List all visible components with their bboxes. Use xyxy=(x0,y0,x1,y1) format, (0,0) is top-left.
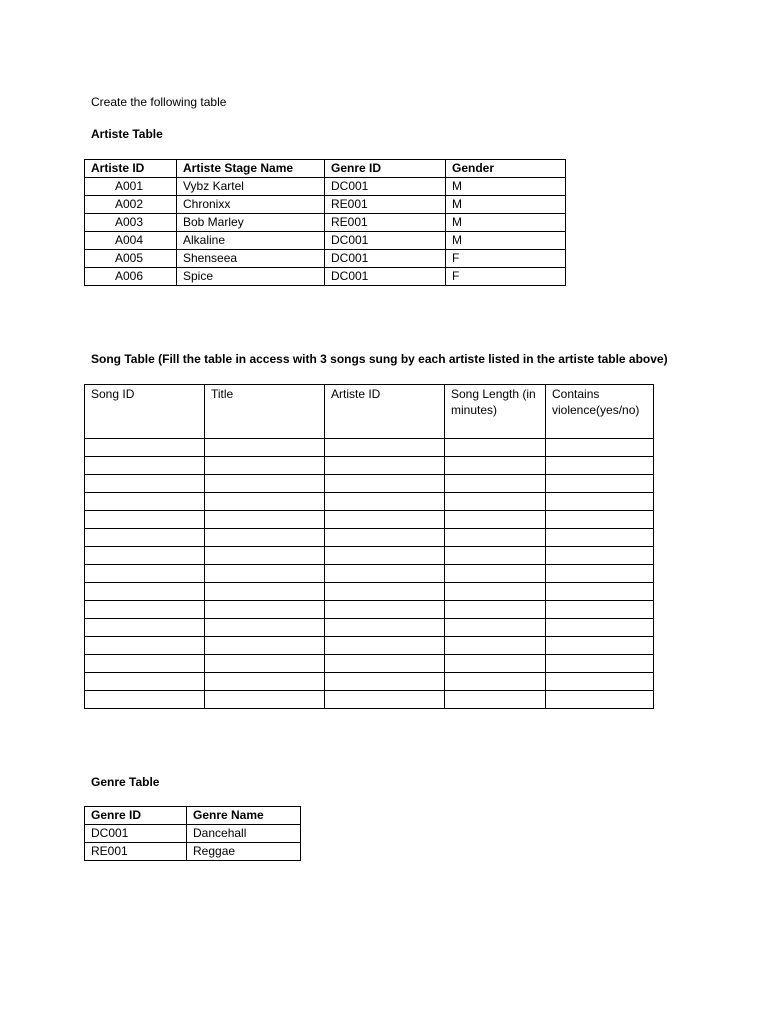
table-cell: Spice xyxy=(177,268,325,286)
empty-cell xyxy=(205,511,325,529)
empty-cell xyxy=(205,673,325,691)
table-row xyxy=(85,673,654,691)
column-header: Song Length (in minutes) xyxy=(445,385,546,439)
empty-cell xyxy=(445,565,546,583)
table-cell: DC001 xyxy=(325,232,446,250)
table-cell: Dancehall xyxy=(187,825,301,843)
empty-cell xyxy=(546,565,654,583)
table-row xyxy=(85,511,654,529)
empty-cell xyxy=(546,439,654,457)
empty-cell xyxy=(85,637,205,655)
empty-cell xyxy=(445,601,546,619)
column-header: Artiste Stage Name xyxy=(177,160,325,178)
empty-cell xyxy=(85,583,205,601)
table-cell: Reggae xyxy=(187,843,301,861)
table-cell: M xyxy=(446,196,566,214)
empty-cell xyxy=(85,511,205,529)
table-cell: RE001 xyxy=(325,196,446,214)
table-cell: A006 xyxy=(85,268,177,286)
empty-cell xyxy=(445,583,546,601)
table-cell: Shenseea xyxy=(177,250,325,268)
empty-cell xyxy=(205,439,325,457)
empty-cell xyxy=(85,691,205,709)
empty-cell xyxy=(205,691,325,709)
empty-cell xyxy=(85,619,205,637)
empty-cell xyxy=(85,457,205,475)
empty-cell xyxy=(205,493,325,511)
empty-cell xyxy=(445,673,546,691)
table-row xyxy=(85,232,566,250)
empty-cell xyxy=(85,439,205,457)
empty-cell xyxy=(85,547,205,565)
column-header: Genre Name xyxy=(187,807,301,825)
empty-cell xyxy=(445,475,546,493)
empty-cell xyxy=(325,529,445,547)
table-row xyxy=(85,250,566,268)
empty-cell xyxy=(85,655,205,673)
song-table xyxy=(84,384,654,709)
column-header: Artiste ID xyxy=(325,385,445,439)
empty-cell xyxy=(325,511,445,529)
song-table-body xyxy=(85,439,654,709)
empty-cell xyxy=(325,637,445,655)
empty-cell xyxy=(325,547,445,565)
empty-cell xyxy=(546,673,654,691)
table-cell: Chronixx xyxy=(177,196,325,214)
table-cell: A001 xyxy=(85,178,177,196)
column-header: Genre ID xyxy=(85,807,187,825)
table-header-row xyxy=(85,385,654,439)
empty-cell xyxy=(325,583,445,601)
artiste-table xyxy=(84,159,566,286)
empty-cell xyxy=(325,655,445,673)
intro-text: Create the following table xyxy=(91,95,227,109)
column-header: Song ID xyxy=(85,385,205,439)
table-row xyxy=(85,619,654,637)
column-header: Contains violence(yes/no) xyxy=(546,385,654,439)
empty-cell xyxy=(445,529,546,547)
artiste-table-title: Artiste Table xyxy=(91,127,163,141)
table-row xyxy=(85,565,654,583)
table-row xyxy=(85,843,301,861)
empty-cell xyxy=(85,529,205,547)
empty-cell xyxy=(325,673,445,691)
empty-cell xyxy=(445,691,546,709)
empty-cell xyxy=(546,457,654,475)
empty-cell xyxy=(445,493,546,511)
table-cell: A004 xyxy=(85,232,177,250)
empty-cell xyxy=(325,493,445,511)
empty-cell xyxy=(205,583,325,601)
table-row xyxy=(85,268,566,286)
empty-cell xyxy=(205,601,325,619)
table-cell: Vybz Kartel xyxy=(177,178,325,196)
table-cell: Bob Marley xyxy=(177,214,325,232)
empty-cell xyxy=(85,475,205,493)
table-cell: Alkaline xyxy=(177,232,325,250)
empty-cell xyxy=(445,457,546,475)
table-row xyxy=(85,475,654,493)
empty-cell xyxy=(85,565,205,583)
table-row xyxy=(85,655,654,673)
table-cell: F xyxy=(446,250,566,268)
table-header-row xyxy=(85,160,566,178)
table-row xyxy=(85,178,566,196)
table-cell: A002 xyxy=(85,196,177,214)
empty-cell xyxy=(325,565,445,583)
table-header-row xyxy=(85,807,301,825)
column-header: Artiste ID xyxy=(85,160,177,178)
empty-cell xyxy=(325,457,445,475)
empty-cell xyxy=(445,439,546,457)
table-cell: M xyxy=(446,214,566,232)
empty-cell xyxy=(205,565,325,583)
empty-cell xyxy=(205,619,325,637)
column-header: Gender xyxy=(446,160,566,178)
song-table-title: Song Table (Fill the table in access with 3 songs sung by each artiste listed in the artiste table above) xyxy=(91,352,668,366)
column-header: Genre ID xyxy=(325,160,446,178)
empty-cell xyxy=(445,619,546,637)
table-cell: M xyxy=(446,178,566,196)
table-row xyxy=(85,691,654,709)
table-cell: A003 xyxy=(85,214,177,232)
genre-table xyxy=(84,806,301,861)
table-cell: A005 xyxy=(85,250,177,268)
empty-cell xyxy=(325,619,445,637)
empty-cell xyxy=(546,583,654,601)
empty-cell xyxy=(205,547,325,565)
table-row xyxy=(85,214,566,232)
table-row xyxy=(85,529,654,547)
empty-cell xyxy=(325,691,445,709)
empty-cell xyxy=(205,475,325,493)
empty-cell xyxy=(445,655,546,673)
empty-cell xyxy=(205,655,325,673)
table-row xyxy=(85,601,654,619)
table-cell: RE001 xyxy=(85,843,187,861)
table-row xyxy=(85,825,301,843)
table-row xyxy=(85,457,654,475)
table-cell: DC001 xyxy=(325,268,446,286)
empty-cell xyxy=(546,493,654,511)
empty-cell xyxy=(546,511,654,529)
table-cell: DC001 xyxy=(325,250,446,268)
table-row xyxy=(85,439,654,457)
empty-cell xyxy=(85,673,205,691)
empty-cell xyxy=(546,475,654,493)
empty-cell xyxy=(546,655,654,673)
empty-cell xyxy=(546,601,654,619)
column-header: Title xyxy=(205,385,325,439)
table-row xyxy=(85,637,654,655)
empty-cell xyxy=(546,529,654,547)
empty-cell xyxy=(205,637,325,655)
empty-cell xyxy=(546,619,654,637)
table-row xyxy=(85,547,654,565)
table-cell: RE001 xyxy=(325,214,446,232)
empty-cell xyxy=(325,601,445,619)
table-row xyxy=(85,493,654,511)
empty-cell xyxy=(85,601,205,619)
table-row xyxy=(85,583,654,601)
empty-cell xyxy=(546,637,654,655)
table-row xyxy=(85,196,566,214)
table-cell: DC001 xyxy=(85,825,187,843)
empty-cell xyxy=(85,493,205,511)
empty-cell xyxy=(205,457,325,475)
genre-table-title: Genre Table xyxy=(91,775,160,789)
table-cell: DC001 xyxy=(325,178,446,196)
empty-cell xyxy=(445,511,546,529)
empty-cell xyxy=(546,691,654,709)
table-cell: M xyxy=(446,232,566,250)
empty-cell xyxy=(325,475,445,493)
empty-cell xyxy=(445,547,546,565)
empty-cell xyxy=(546,547,654,565)
empty-cell xyxy=(445,637,546,655)
table-cell: F xyxy=(446,268,566,286)
empty-cell xyxy=(205,529,325,547)
empty-cell xyxy=(325,439,445,457)
